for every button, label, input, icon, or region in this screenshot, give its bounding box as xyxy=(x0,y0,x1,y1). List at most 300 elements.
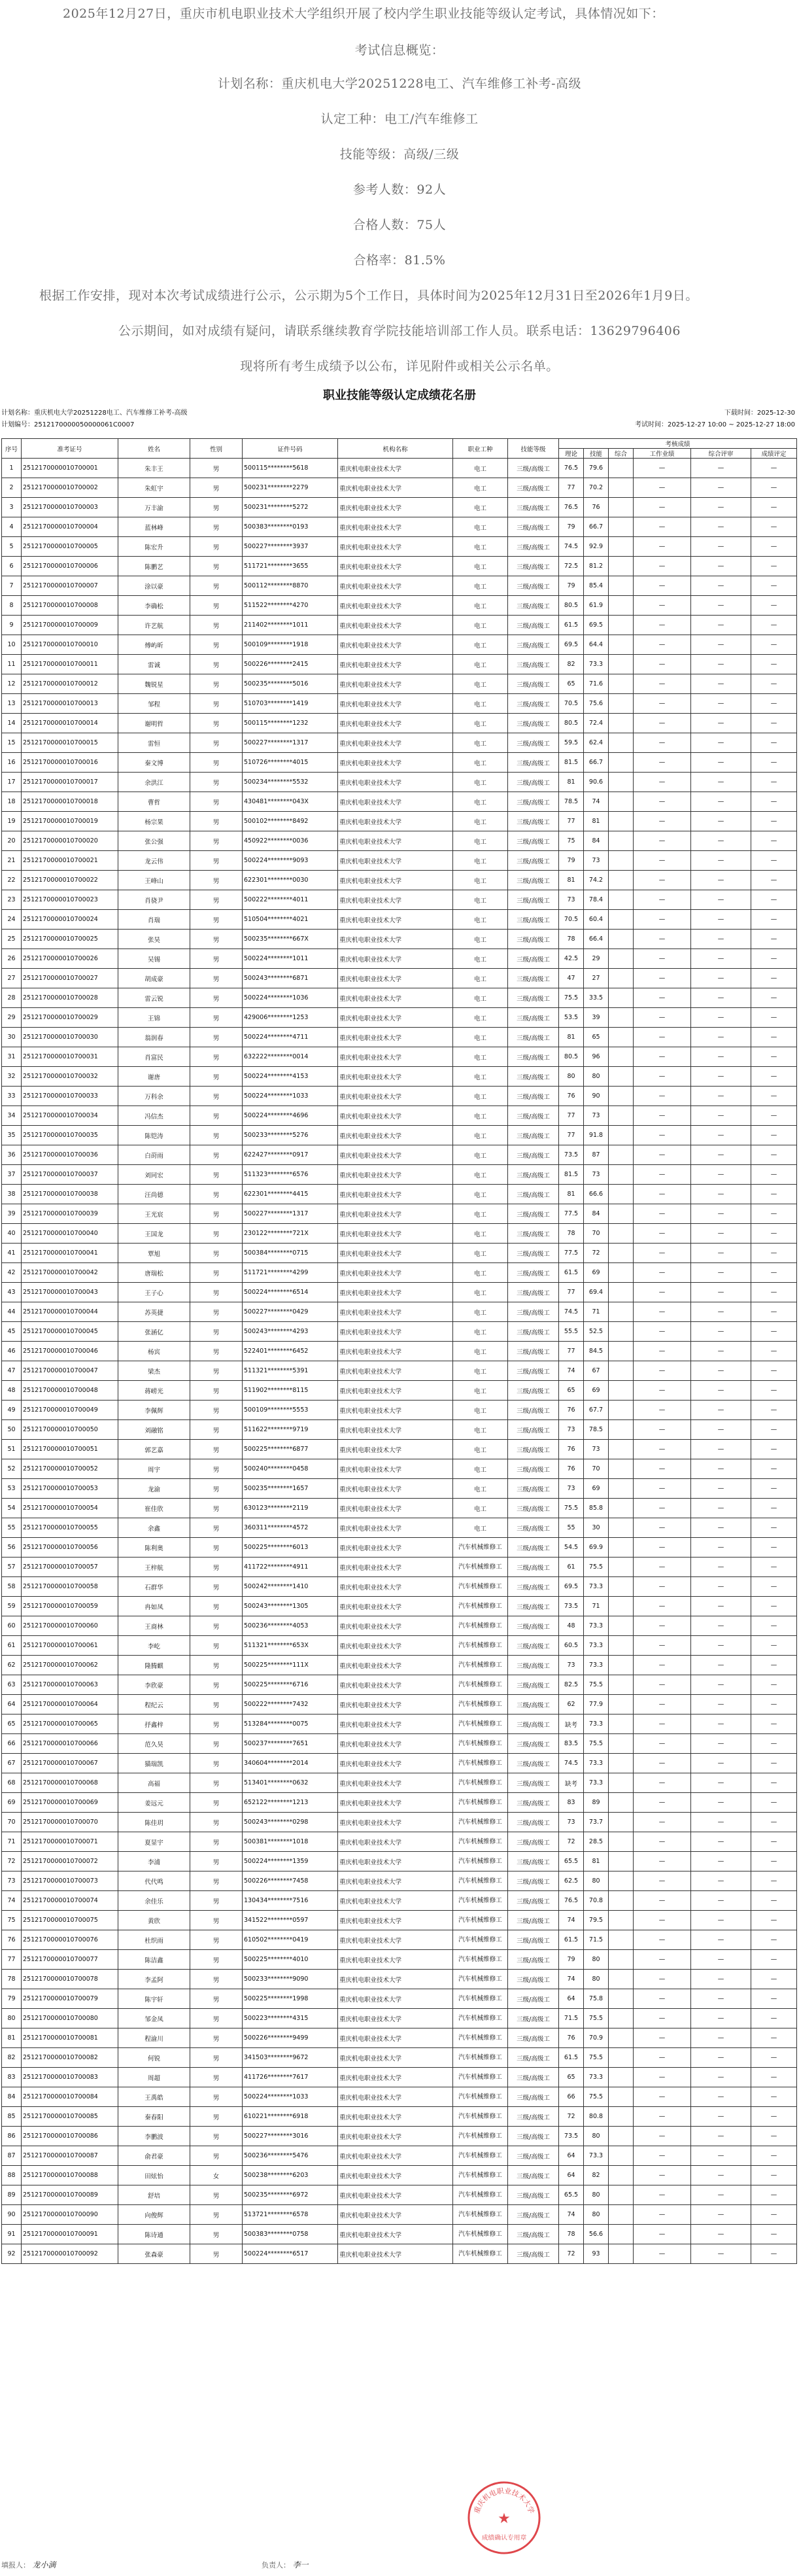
cell-gender: 男 xyxy=(190,1577,243,1597)
table-row xyxy=(2,1714,797,1734)
cell-work-performance: — xyxy=(634,1793,691,1813)
cell-ticket-no: 2512170000010700035 xyxy=(22,1126,118,1145)
cell-gender: 男 xyxy=(190,930,243,949)
cell-comprehensive-review: — xyxy=(691,1813,751,1832)
notice-plan-name: 计划名称：重庆机电大学20251228电工、汽车维修工补考-高级 xyxy=(217,77,582,91)
cell-name: 余佳乐 xyxy=(118,1891,190,1911)
cell-trade: 电工 xyxy=(453,1263,508,1283)
cell-institution: 重庆机电职业技术大学 xyxy=(338,1695,453,1714)
cell-index: 20 xyxy=(2,831,22,851)
cell-name: 黄欣 xyxy=(118,1911,190,1930)
cell-comprehensive-review: — xyxy=(691,1028,751,1047)
cell-index: 60 xyxy=(2,1616,22,1636)
cell-comprehensive-review: — xyxy=(691,2244,751,2264)
cell-id-number: 500109********1918 xyxy=(243,635,338,655)
cell-index: 87 xyxy=(2,2146,22,2166)
cell-ticket-no: 2512170000010700024 xyxy=(22,910,118,930)
cell-score-evaluation: — xyxy=(751,2028,797,2048)
cell-composite xyxy=(609,1871,634,1891)
cell-gender: 男 xyxy=(190,1145,243,1165)
header-work-performance: 工作业绩 xyxy=(634,449,691,459)
cell-name: 王梓航 xyxy=(118,1558,190,1577)
cell-skill: 76 xyxy=(584,498,609,517)
cell-id-number: 622301********0030 xyxy=(243,871,338,890)
cell-institution: 重庆机电职业技术大学 xyxy=(338,930,453,949)
cell-skill: 69 xyxy=(584,1263,609,1283)
cell-composite xyxy=(609,2127,634,2146)
cell-skill-level: 三级/高级工 xyxy=(508,1204,559,1224)
cell-skill-level: 三级/高级工 xyxy=(508,1322,559,1342)
cell-comprehensive-review: — xyxy=(691,1459,751,1479)
cell-theory: 81 xyxy=(559,1185,584,1204)
cell-skill-level: 三级/高级工 xyxy=(508,773,559,792)
cell-index: 45 xyxy=(2,1322,22,1342)
cell-composite xyxy=(609,1244,634,1263)
cell-score-evaluation: — xyxy=(751,949,797,969)
cell-ticket-no: 2512170000010700074 xyxy=(22,1891,118,1911)
cell-score-evaluation: — xyxy=(751,1930,797,1950)
cell-ticket-no: 2512170000010700089 xyxy=(22,2185,118,2205)
cell-name: 翁润春 xyxy=(118,1028,190,1047)
cell-ticket-no: 2512170000010700090 xyxy=(22,2205,118,2225)
cell-ticket-no: 2512170000010700070 xyxy=(22,1813,118,1832)
cell-institution: 重庆机电职业技术大学 xyxy=(338,1891,453,1911)
cell-name: 姜远元 xyxy=(118,1793,190,1813)
cell-institution: 重庆机电职业技术大学 xyxy=(338,1518,453,1538)
cell-skill-level: 三级/高级工 xyxy=(508,753,559,773)
cell-skill: 71.5 xyxy=(584,1930,609,1950)
cell-score-evaluation: — xyxy=(751,1185,797,1204)
cell-score-evaluation: — xyxy=(751,1871,797,1891)
cell-skill-level: 三级/高级工 xyxy=(508,1597,559,1616)
cell-score-evaluation: — xyxy=(751,2185,797,2205)
cell-skill-level: 三级/高级工 xyxy=(508,1538,559,1558)
cell-composite xyxy=(609,714,634,733)
cell-ticket-no: 2512170000010700033 xyxy=(22,1087,118,1106)
cell-composite xyxy=(609,1322,634,1342)
cell-theory: 80.5 xyxy=(559,1047,584,1067)
cell-score-evaluation: — xyxy=(751,1165,797,1185)
cell-composite xyxy=(609,596,634,616)
cell-composite xyxy=(609,1852,634,1871)
cell-comprehensive-review: — xyxy=(691,1597,751,1616)
cell-id-number: 450922********0036 xyxy=(243,831,338,851)
cell-work-performance: — xyxy=(634,576,691,596)
cell-score-evaluation: — xyxy=(751,1970,797,1989)
cell-index: 56 xyxy=(2,1538,22,1558)
cell-score-evaluation: — xyxy=(751,674,797,694)
cell-ticket-no: 2512170000010700076 xyxy=(22,1930,118,1950)
cell-index: 70 xyxy=(2,1813,22,1832)
cell-composite xyxy=(609,890,634,910)
cell-id-number: 500224********1011 xyxy=(243,949,338,969)
cell-name: 邹程 xyxy=(118,694,190,714)
cell-trade: 汽车机械维修工 xyxy=(453,1970,508,1989)
cell-skill: 74 xyxy=(584,792,609,812)
cell-comprehensive-review: — xyxy=(691,1381,751,1401)
cell-skill-level: 三级/高级工 xyxy=(508,2028,559,2048)
cell-work-performance: — xyxy=(634,1145,691,1165)
cell-skill-level: 三级/高级工 xyxy=(508,1067,559,1087)
cell-trade: 电工 xyxy=(453,1401,508,1420)
cell-composite xyxy=(609,1773,634,1793)
cell-id-number: 500223********4315 xyxy=(243,2009,338,2028)
cell-name: 猫瑞凯 xyxy=(118,1754,190,1773)
cell-comprehensive-review: — xyxy=(691,969,751,988)
cell-score-evaluation: — xyxy=(751,1145,797,1165)
cell-comprehensive-review: — xyxy=(691,1087,751,1106)
cell-gender: 男 xyxy=(190,1911,243,1930)
cell-score-evaluation: — xyxy=(751,1656,797,1675)
table-row xyxy=(2,2127,797,2146)
cell-index: 48 xyxy=(2,1381,22,1401)
table-row xyxy=(2,2205,797,2225)
cell-name: 汪尚德 xyxy=(118,1185,190,1204)
cell-skill: 78.4 xyxy=(584,890,609,910)
table-row xyxy=(2,1538,797,1558)
cell-composite xyxy=(609,1028,634,1047)
cell-ticket-no: 2512170000010700060 xyxy=(22,1616,118,1636)
cell-index: 82 xyxy=(2,2048,22,2068)
cell-institution: 重庆机电职业技术大学 xyxy=(338,2048,453,2068)
cell-score-evaluation: — xyxy=(751,969,797,988)
cell-skill: 80 xyxy=(584,2127,609,2146)
cell-gender: 男 xyxy=(190,1047,243,1067)
cell-id-number: 500226********9499 xyxy=(243,2028,338,2048)
cell-institution: 重庆机电职业技术大学 xyxy=(338,831,453,851)
cell-trade: 汽车机械维修工 xyxy=(453,1616,508,1636)
cell-gender: 男 xyxy=(190,1067,243,1087)
cell-id-number: 500236********5476 xyxy=(243,2146,338,2166)
cell-gender: 男 xyxy=(190,1381,243,1401)
cell-id-number: 500238********6203 xyxy=(243,2166,338,2185)
cell-comprehensive-review: — xyxy=(691,694,751,714)
cell-ticket-no: 2512170000010700047 xyxy=(22,1361,118,1381)
cell-theory: 65 xyxy=(559,674,584,694)
cell-id-number: 500225********4010 xyxy=(243,1950,338,1970)
cell-composite xyxy=(609,969,634,988)
cell-gender: 男 xyxy=(190,517,243,537)
cell-ticket-no: 2512170000010700077 xyxy=(22,1950,118,1970)
cell-gender: 男 xyxy=(190,1420,243,1440)
cell-id-number: 500240********0458 xyxy=(243,1459,338,1479)
header-composite: 综合 xyxy=(609,449,634,459)
cell-composite xyxy=(609,1518,634,1538)
cell-ticket-no: 2512170000010700030 xyxy=(22,1028,118,1047)
header-score-evaluation: 成绩评定 xyxy=(751,449,797,459)
table-row xyxy=(2,1616,797,1636)
cell-composite xyxy=(609,1734,634,1754)
cell-score-evaluation: — xyxy=(751,557,797,576)
cell-index: 90 xyxy=(2,2205,22,2225)
cell-composite xyxy=(609,1145,634,1165)
cell-theory: 82.5 xyxy=(559,1675,584,1695)
cell-trade: 电工 xyxy=(453,1244,508,1263)
cell-institution: 重庆机电职业技术大学 xyxy=(338,1302,453,1322)
cell-trade: 汽车机械维修工 xyxy=(453,1675,508,1695)
cell-comprehensive-review: — xyxy=(691,557,751,576)
cell-work-performance: — xyxy=(634,930,691,949)
cell-work-performance: — xyxy=(634,2009,691,2028)
cell-institution: 重庆机电职业技术大学 xyxy=(338,1970,453,1989)
cell-trade: 汽车机械维修工 xyxy=(453,1656,508,1675)
cell-trade: 电工 xyxy=(453,1145,508,1165)
cell-gender: 男 xyxy=(190,2048,243,2068)
cell-institution: 重庆机电职业技术大学 xyxy=(338,1322,453,1342)
cell-id-number: 500233********9090 xyxy=(243,1970,338,1989)
cell-ticket-no: 2512170000010700032 xyxy=(22,1067,118,1087)
cell-theory: 83 xyxy=(559,1793,584,1813)
cell-skill: 30 xyxy=(584,1518,609,1538)
cell-ticket-no: 2512170000010700039 xyxy=(22,1204,118,1224)
cell-institution: 重庆机电职业技术大学 xyxy=(338,2146,453,2166)
cell-comprehensive-review: — xyxy=(691,988,751,1008)
cell-trade: 电工 xyxy=(453,812,508,831)
cell-work-performance: — xyxy=(634,988,691,1008)
cell-skill: 70 xyxy=(584,1459,609,1479)
cell-id-number: 500381********1018 xyxy=(243,1832,338,1852)
cell-gender: 男 xyxy=(190,1989,243,2009)
cell-work-performance: — xyxy=(634,517,691,537)
cell-skill-level: 三级/高级工 xyxy=(508,2009,559,2028)
cell-score-evaluation: — xyxy=(751,1714,797,1734)
cell-skill-level: 三级/高级工 xyxy=(508,1989,559,2009)
svg-text:成绩确认专用章: 成绩确认专用章 xyxy=(481,2534,527,2542)
table-row xyxy=(2,1106,797,1126)
cell-skill-level: 三级/高级工 xyxy=(508,1479,559,1499)
cell-gender: 男 xyxy=(190,1597,243,1616)
table-row xyxy=(2,1793,797,1813)
cell-gender: 男 xyxy=(190,1695,243,1714)
table-row xyxy=(2,1911,797,1930)
cell-score-evaluation: — xyxy=(751,1204,797,1224)
cell-institution: 重庆机电职业技术大学 xyxy=(338,1087,453,1106)
cell-institution: 重庆机电职业技术大学 xyxy=(338,1145,453,1165)
cell-skill: 73.3 xyxy=(584,2146,609,2166)
cell-index: 80 xyxy=(2,2009,22,2028)
cell-theory: 65 xyxy=(559,1381,584,1401)
cell-gender: 男 xyxy=(190,1401,243,1420)
cell-theory: 73 xyxy=(559,890,584,910)
cell-theory: 75.5 xyxy=(559,1499,584,1518)
cell-institution: 重庆机电职业技术大学 xyxy=(338,1283,453,1302)
cell-index: 64 xyxy=(2,1695,22,1714)
cell-composite xyxy=(609,1224,634,1244)
cell-index: 73 xyxy=(2,1871,22,1891)
table-row xyxy=(2,1145,797,1165)
cell-composite xyxy=(609,831,634,851)
cell-ticket-no: 2512170000010700068 xyxy=(22,1773,118,1793)
cell-skill-level: 三级/高级工 xyxy=(508,1656,559,1675)
cell-work-performance: — xyxy=(634,655,691,674)
cell-id-number: 511902********8115 xyxy=(243,1381,338,1401)
cell-index: 67 xyxy=(2,1754,22,1773)
cell-institution: 重庆机电职业技术大学 xyxy=(338,714,453,733)
cell-ticket-no: 2512170000010700080 xyxy=(22,2009,118,2028)
table-row xyxy=(2,792,797,812)
cell-institution: 重庆机电职业技术大学 xyxy=(338,1067,453,1087)
cell-gender: 男 xyxy=(190,753,243,773)
cell-work-performance: — xyxy=(634,2068,691,2087)
cell-composite xyxy=(609,2068,634,2087)
cell-institution: 重庆机电职业技术大学 xyxy=(338,812,453,831)
cell-skill-level: 三级/高级工 xyxy=(508,714,559,733)
cell-skill-level: 三级/高级工 xyxy=(508,596,559,616)
cell-theory: 77.5 xyxy=(559,1244,584,1263)
cell-score-evaluation: — xyxy=(751,576,797,596)
cell-index: 2 xyxy=(2,478,22,498)
cell-work-performance: — xyxy=(634,694,691,714)
cell-id-number: 500227********3937 xyxy=(243,537,338,557)
cell-institution: 重庆机电职业技术大学 xyxy=(338,478,453,498)
cell-skill-level: 三级/高级工 xyxy=(508,988,559,1008)
cell-id-number: 500237********7651 xyxy=(243,1734,338,1754)
cell-name: 俞君豪 xyxy=(118,2146,190,2166)
cell-index: 27 xyxy=(2,969,22,988)
cell-comprehensive-review: — xyxy=(691,1479,751,1499)
cell-skill: 81 xyxy=(584,1852,609,1871)
cell-comprehensive-review: — xyxy=(691,2087,751,2107)
cell-id-number: 500224********1036 xyxy=(243,988,338,1008)
cell-ticket-no: 2512170000010700069 xyxy=(22,1793,118,1813)
cell-trade: 电工 xyxy=(453,478,508,498)
cell-trade: 汽车机械维修工 xyxy=(453,1891,508,1911)
cell-ticket-no: 2512170000010700084 xyxy=(22,2087,118,2107)
cell-theory: 73 xyxy=(559,1420,584,1440)
cell-gender: 男 xyxy=(190,1773,243,1793)
cell-skill-level: 三级/高级工 xyxy=(508,1263,559,1283)
cell-work-performance: — xyxy=(634,537,691,557)
cell-work-performance: — xyxy=(634,2028,691,2048)
cell-index: 68 xyxy=(2,1773,22,1793)
cell-theory: 69.5 xyxy=(559,1577,584,1597)
cell-id-number: 430481********043X xyxy=(243,792,338,812)
cell-gender: 男 xyxy=(190,910,243,930)
cell-gender: 男 xyxy=(190,1793,243,1813)
cell-trade: 汽车机械维修工 xyxy=(453,2127,508,2146)
cell-ticket-no: 2512170000010700082 xyxy=(22,2048,118,2068)
cell-trade: 电工 xyxy=(453,851,508,871)
notice-overview-title: 考试信息概览： xyxy=(354,43,445,58)
cell-theory: 71.5 xyxy=(559,2009,584,2028)
cell-name: 冯信杰 xyxy=(118,1106,190,1126)
cell-composite xyxy=(609,2146,634,2166)
cell-skill: 29 xyxy=(584,949,609,969)
cell-composite xyxy=(609,1459,634,1479)
cell-id-number: 500243********0298 xyxy=(243,1813,338,1832)
cell-ticket-no: 2512170000010700021 xyxy=(22,851,118,871)
cell-comprehensive-review: — xyxy=(691,1616,751,1636)
cell-work-performance: — xyxy=(634,2146,691,2166)
cell-skill: 73.3 xyxy=(584,1714,609,1734)
cell-name: 程纪云 xyxy=(118,1695,190,1714)
cell-id-number: 510726********4015 xyxy=(243,753,338,773)
table-row xyxy=(2,655,797,674)
cell-gender: 男 xyxy=(190,1656,243,1675)
cell-ticket-no: 2512170000010700091 xyxy=(22,2225,118,2244)
cell-skill-level: 三级/高级工 xyxy=(508,635,559,655)
cell-id-number: 500226********2415 xyxy=(243,655,338,674)
notice-closing: 现将所有考生成绩予以公布，详见附件或相关公示名单。 xyxy=(240,359,559,374)
cell-ticket-no: 2512170000010700015 xyxy=(22,733,118,753)
cell-id-number: 632222********0014 xyxy=(243,1047,338,1067)
exam-time: 考试时间：2025-12-27 10:00 ~ 2025-12-27 18:00 xyxy=(635,421,795,428)
cell-work-performance: — xyxy=(634,1204,691,1224)
cell-skill: 70.9 xyxy=(584,2028,609,2048)
cell-skill: 80 xyxy=(584,1950,609,1970)
cell-id-number: 500102********8492 xyxy=(243,812,338,831)
cell-work-performance: — xyxy=(634,1224,691,1244)
cell-comprehensive-review: — xyxy=(691,2127,751,2146)
cell-comprehensive-review: — xyxy=(691,635,751,655)
cell-institution: 重庆机电职业技术大学 xyxy=(338,1832,453,1852)
table-row xyxy=(2,2225,797,2244)
cell-comprehensive-review: — xyxy=(691,1911,751,1930)
cell-comprehensive-review: — xyxy=(691,596,751,616)
cell-institution: 重庆机电职业技术大学 xyxy=(338,1204,453,1224)
cell-comprehensive-review: — xyxy=(691,1401,751,1420)
cell-institution: 重庆机电职业技术大学 xyxy=(338,1636,453,1656)
cell-score-evaluation: — xyxy=(751,1420,797,1440)
cell-comprehensive-review: — xyxy=(691,1047,751,1067)
cell-theory: 47 xyxy=(559,969,584,988)
cell-trade: 汽车机械维修工 xyxy=(453,1773,508,1793)
cell-gender: 男 xyxy=(190,1087,243,1106)
cell-id-number: 500383********0758 xyxy=(243,2225,338,2244)
cell-theory: 77 xyxy=(559,1342,584,1361)
cell-index: 12 xyxy=(2,674,22,694)
cell-index: 46 xyxy=(2,1342,22,1361)
cell-theory: 48 xyxy=(559,1616,584,1636)
cell-trade: 电工 xyxy=(453,1106,508,1126)
cell-gender: 男 xyxy=(190,949,243,969)
table-row xyxy=(2,1361,797,1381)
cell-work-performance: — xyxy=(634,714,691,733)
cell-theory: 64 xyxy=(559,1989,584,2009)
cell-name: 杨宗果 xyxy=(118,812,190,831)
cell-name: 涂以豪 xyxy=(118,576,190,596)
cell-index: 33 xyxy=(2,1087,22,1106)
cell-name: 田炫怡 xyxy=(118,2166,190,2185)
cell-name: 余鑫 xyxy=(118,1518,190,1538)
cell-work-performance: — xyxy=(634,831,691,851)
cell-institution: 重庆机电职业技术大学 xyxy=(338,1047,453,1067)
cell-comprehensive-review: — xyxy=(691,890,751,910)
cell-id-number: 500112********8870 xyxy=(243,576,338,596)
cell-institution: 重庆机电职业技术大学 xyxy=(338,1950,453,1970)
cell-work-performance: — xyxy=(634,1244,691,1263)
cell-id-number: 500231********2279 xyxy=(243,478,338,498)
cell-skill: 64.4 xyxy=(584,635,609,655)
cell-theory: 76.5 xyxy=(559,459,584,478)
table-row xyxy=(2,1734,797,1754)
cell-gender: 男 xyxy=(190,1675,243,1695)
cell-skill-level: 三级/高级工 xyxy=(508,1813,559,1832)
cell-index: 81 xyxy=(2,2028,22,2048)
cell-ticket-no: 2512170000010700004 xyxy=(22,517,118,537)
cell-institution: 重庆机电职业技术大学 xyxy=(338,1008,453,1028)
cell-skill-level: 三级/高级工 xyxy=(508,949,559,969)
cell-gender: 男 xyxy=(190,1636,243,1656)
notice-publicity: 根据工作安排，现对本次考试成绩进行公示，公示期为5个工作日，具体时间为2025年12月31日至2026年1月9日。 xyxy=(39,288,698,303)
cell-id-number: 652122********1213 xyxy=(243,1793,338,1813)
cell-comprehensive-review: — xyxy=(691,910,751,930)
cell-gender: 男 xyxy=(190,2244,243,2264)
cell-theory: 缺考 xyxy=(559,1773,584,1793)
cell-institution: 重庆机电职业技术大学 xyxy=(338,851,453,871)
cell-theory: 81 xyxy=(559,773,584,792)
cell-composite xyxy=(609,655,634,674)
